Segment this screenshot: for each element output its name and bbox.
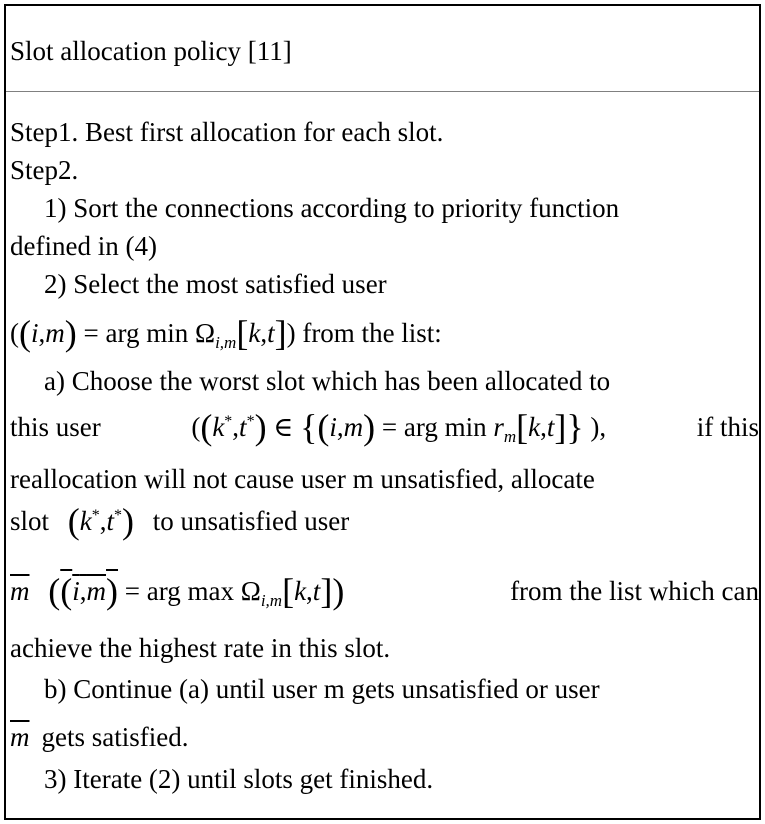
slot-line: slot (k*,t*) to unsatisfied user (10, 501, 350, 541)
step2-item2-line: 2) Select the most satisfied user (44, 269, 387, 299)
satisfied-line: $\overline{m}$ gets satisfied. (10, 722, 189, 752)
header-row (6, 6, 759, 91)
substep-a-line: a) Choose the worst slot which has been allocated to (44, 366, 611, 396)
highest-rate-line: achieve the highest rate in this slot. (10, 633, 391, 663)
item1-continued: defined in (4) (10, 231, 157, 261)
reallocation-line: reallocation will not cause user m unsatisfied, allocate (10, 464, 595, 494)
policy-box (4, 4, 761, 820)
header-divider (6, 91, 759, 92)
step2-item3-line: 3) Iterate (2) until slots get finished. (44, 764, 434, 794)
step2-item1-line (44, 195, 759, 222)
argmin-omega-line: ((i,m) = arg $\min \Omega_{i,m}[k,t]$) from the list: (10, 313, 442, 353)
argmax-omega-line: $\overline{m}$ ((i,m) = arg $\max \Omega_{i,m}[k,t]$) from the list which can (10, 571, 759, 611)
step2-line: Step2. (10, 155, 79, 185)
step1-line: Step1. Best first allocation for each slot. (10, 117, 444, 147)
argmin-rate-line: this user ((k*,t*) ∈ {(i,m) = arg $\min r_m[k,t]$} ), if this (10, 407, 759, 447)
policy-title: Slot allocation policy [11] (10, 36, 292, 66)
substep-b-line: b) Continue (a) until user m gets unsatisfied or user (44, 674, 600, 704)
item1-text: 1) Sort the connections according to priority function (44, 193, 620, 223)
